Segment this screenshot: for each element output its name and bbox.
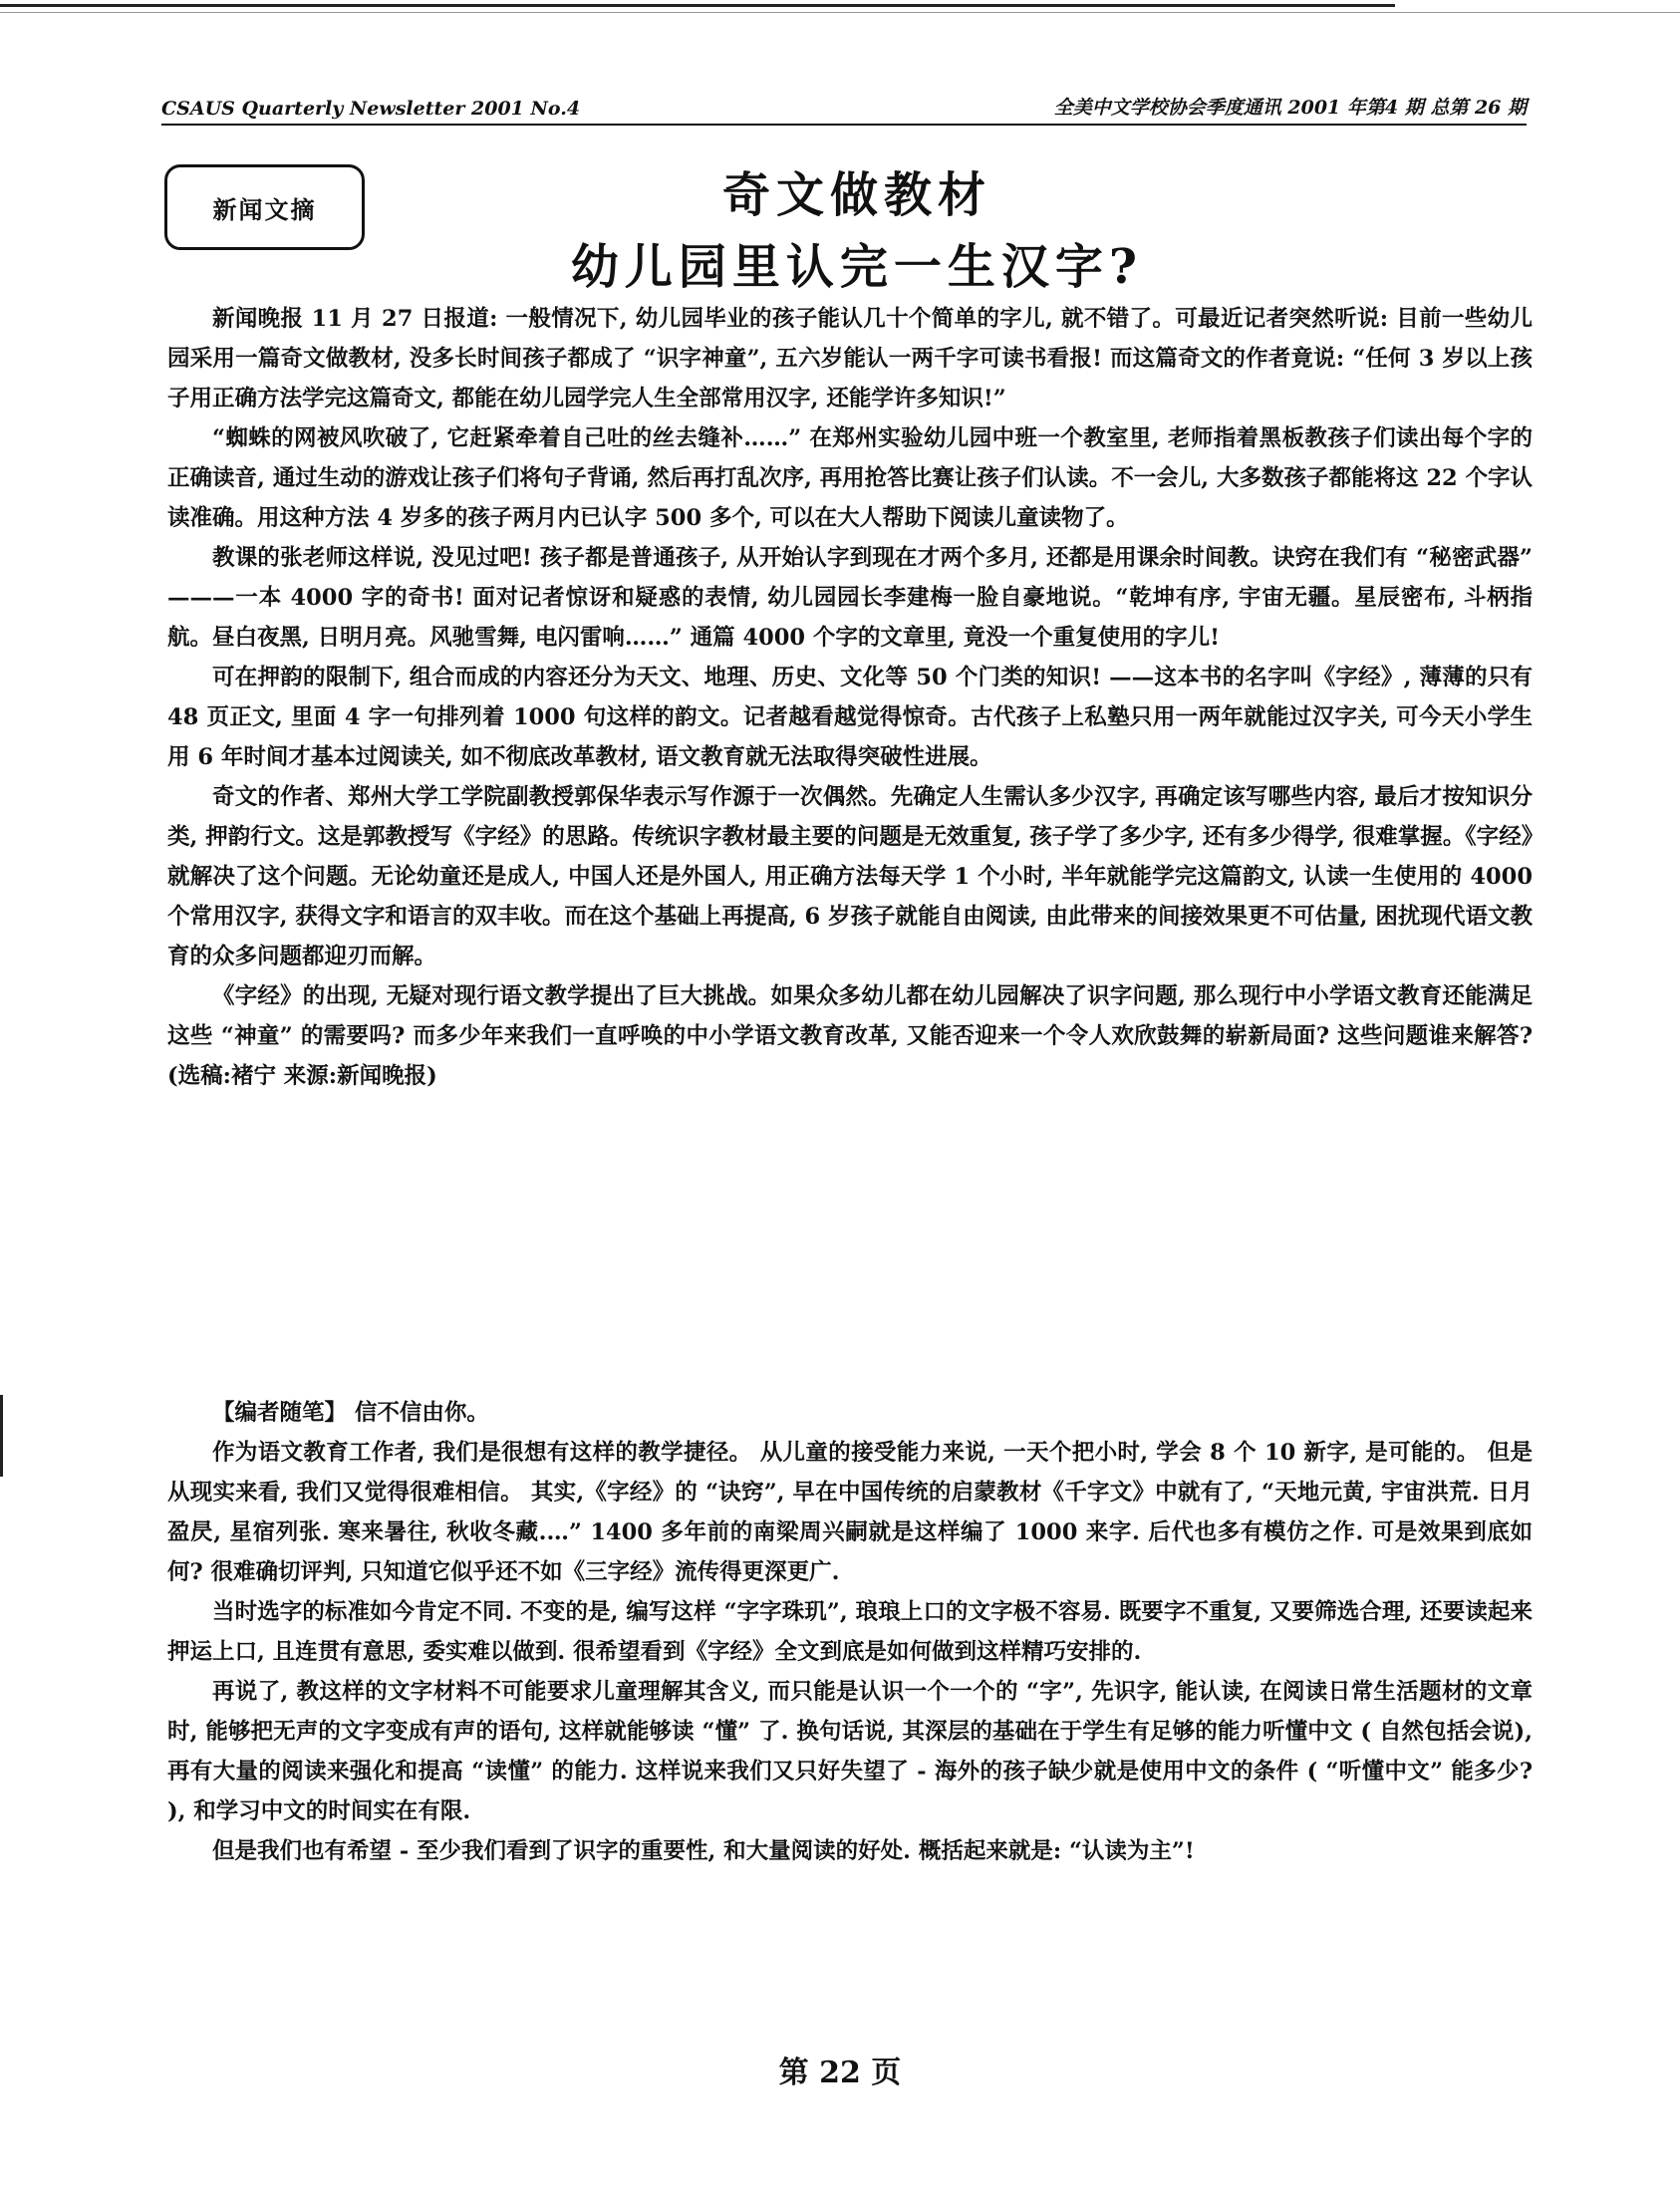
article-paragraph: 教课的张老师这样说, 没见过吧! 孩子都是普通孩子, 从开始认字到现在才两个多月, 还都是用课余时间教。诀窍在我们有 “秘密武器” ———一本 4000 字的奇书! 面对记者惊讶和疑惑的表情, 幼儿园园长李建梅一脸自豪地说。“乾坤有序, 宇宙无疆。星辰密布, 斗柄指航。昼白夜黑, 日明月亮。风驰雪舞, 电闪雷响……” 通篇 4000 个字的文章里, 竟没一个重复使用的字儿! — [167, 545, 1533, 651]
editor-paragraph: 但是我们也有希望 - 至少我们看到了识字的重要性, 和大量阅读的好处. 概括起来就是: “认读为主”! — [212, 1838, 1195, 1864]
editor-paragraph: 作为语文教育工作者, 我们是很想有这样的教学捷径。 从儿童的接受能力来说, 一天个把小时, 学会 8 个 10 新字, 是可能的。 但是从现实来看, 我们又觉得很难相信。 其实,《字经》的 “诀窍”, 早在中国传统的启蒙教材《千字文》中就有了, “天地元黄, 宇宙洪荒. 日月盈昃, 星宿列张. 寒来暑往, 秋收冬藏.…” 1400 多年前的南梁周兴嗣就是这样编了 1000 来字. 后代也多有模仿之作. 可是效果到底如何? 很难确切评判, 只知道它似乎还不如《三字经》流传得更深更广. — [167, 1440, 1533, 1585]
article-paragraph: “蜘蛛的网被风吹破了, 它赶紧牵着自己吐的丝去缝补……” 在郑州实验幼儿园中班一个教室里, 老师指着黑板教孩子们读出每个字的正确读音, 通过生动的游戏让孩子们将句子背诵, 然后再打乱次序, 再用抢答比赛让孩子们认读。不一会儿, 大多数孩子都能将这 22 个字认读准确。用这种方法 4 岁多的孩子两月内已认字 500 多个, 可以在大人帮助下阅读儿童读物了。 — [167, 425, 1533, 531]
editor-notes — [167, 1393, 1533, 1871]
article-paragraph: 新闻晚报 11 月 27 日报道: 一般情况下, 幼儿园毕业的孩子能认几十个简单的字儿, 就不错了。可最近记者突然听说: 目前一些幼儿园采用一篇奇文做教材, 没多长时间孩子都成了 “识字神童”, 五六岁能认一两千字可读书看报! 而这篇奇文的作者竟说: “任何 3 岁以上孩子用正确方法学完这篇奇文, 都能在幼儿园学完人生全部常用汉字, 还能学许多知识!” — [167, 306, 1533, 411]
header-rule — [161, 124, 1527, 126]
scan-top-rule — [0, 4, 1395, 7]
title-line-2: 幼儿园里认完一生汉字? — [570, 239, 1144, 295]
scan-top-rule-thin — [0, 12, 1680, 13]
page-number: 第 22 页 — [778, 2055, 902, 2090]
header-left: CSAUS Quarterly Newsletter 2001 No.4 — [161, 98, 581, 120]
running-header — [161, 90, 1527, 120]
section-label: 新闻文摘 — [164, 164, 365, 250]
editor-paragraph: 再说了, 教这样的文字材料不可能要求儿童理解其含义, 而只能是认识一个一个的 “字”, 先识字, 能认读, 在阅读日常生活题材的文章时, 能够把无声的文字变成有声的语句, 这样就能够读 “懂” 了. 换句话说, 其深层的基础在于学生有足够的能力听懂中文 ( 自然包括会说), 再有大量的阅读来强化和提高 “读懂” 的能力. 这样说来我们又只好失望了 - 海外的孩子缺少就是使用中文的条件 ( “听懂中文” 能多少? ), 和学习中文的时间实在有限. — [167, 1679, 1533, 1824]
editor-paragraph: 当时选字的标准如今肯定不同. 不变的是, 编写这样 “字字珠玑”, 琅琅上口的文字极不容易. 既要字不重复, 又要筛选合理, 还要读起来押运上口, 且连贯有意思, 委实难以做到. 很希望看到《字经》全文到底是如何做到这样精巧安排的. — [167, 1599, 1533, 1665]
article-title — [458, 159, 1256, 303]
article-paragraph: 可在押韵的限制下, 组合而成的内容还分为天文、地理、历史、文化等 50 个门类的知识! ——这本书的名字叫《字经》, 薄薄的只有 48 页正文, 里面 4 字一句排列着 1000 句这样的韵文。记者越看越觉得惊奇。古代孩子上私塾只用一两年就能过汉字关, 可今天小学生用 6 年时间才基本过阅读关, 如不彻底改革教材, 语文教育就无法取得突破性进展。 — [167, 665, 1533, 770]
editor-notes-heading: 【编者随笔】 信不信由你。 — [212, 1400, 489, 1426]
title-line-1: 奇文做教材 — [721, 167, 991, 223]
article-paragraph: 《字经》的出现, 无疑对现行语文教学提出了巨大挑战。如果众多幼儿都在幼儿园解决了识字问题, 那么现行中小学语文教育还能满足这些 “神童” 的需要吗? 而多少年来我们一直呼唤的中小学语文教育改革, 又能否迎来一个令人欢欣鼓舞的崭新局面? 这些问题谁来解答? (选稿:褚宁 来源:新闻晚报) — [167, 983, 1533, 1089]
scan-margin-mark — [0, 1395, 3, 1477]
article-paragraph: 奇文的作者、郑州大学工学院副教授郭保华表示写作源于一次偶然。先确定人生需认多少汉字, 再确定该写哪些内容, 最后才按知识分类, 押韵行文。这是郭教授写《字经》的思路。传统识字教材最主要的问题是无效重复, 孩子学了多少字, 还有多少得学, 很难掌握。《字经》就解决了这个问题。无论幼童还是成人, 中国人还是外国人, 用正确方法每天学 1 个小时, 半年就能学完这篇韵文, 认读一生使用的 4000 个常用汉字, 获得文字和语言的双丰收。而在这个基础上再提高, 6 岁孩子就能自由阅读, 由此带来的间接效果更不可估量, 困扰现代语文教育的众多问题都迎刃而解。 — [167, 784, 1533, 969]
article-body — [167, 299, 1533, 1096]
header-right: 全美中文学校协会季度通讯 2001 年第4 期 总第 26 期 — [1053, 97, 1527, 119]
